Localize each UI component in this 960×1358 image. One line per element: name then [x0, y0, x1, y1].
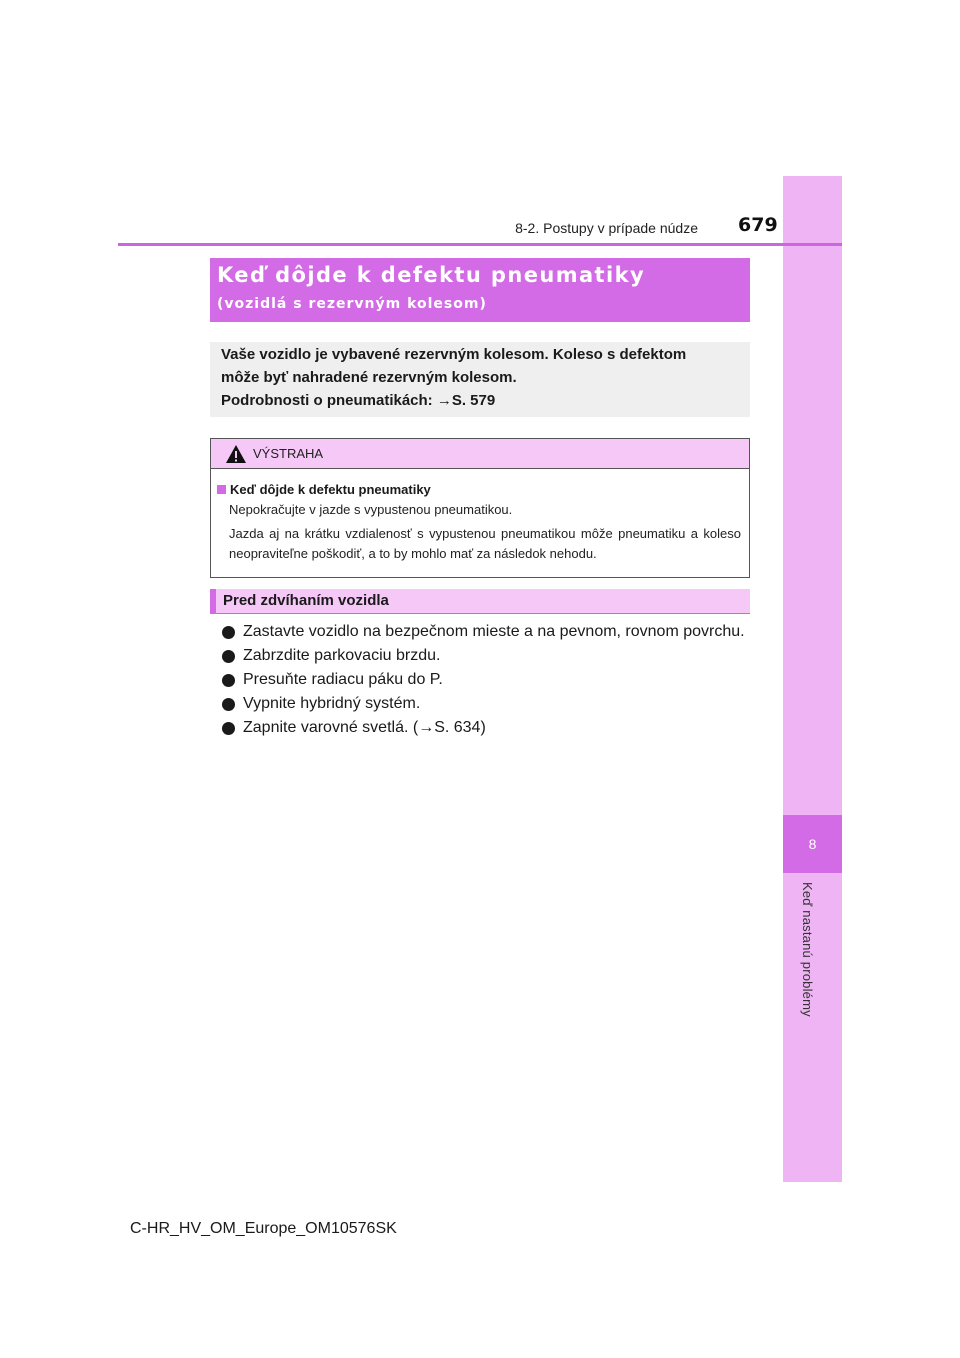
- intro-box: [210, 342, 750, 417]
- warning-label: VÝSTRAHA: [253, 446, 324, 461]
- bullet-icon: [222, 698, 235, 711]
- list-item: Zabrzdite parkovaciu brzdu.: [222, 644, 750, 668]
- steps-list: [222, 620, 750, 740]
- warning-triangle-icon: [225, 444, 247, 464]
- warning-item-title-text: Keď dôjde k defektu pneumatiky: [230, 482, 431, 497]
- header-rule: [118, 243, 842, 246]
- list-item: Vypnite hybridný systém.: [222, 692, 750, 716]
- page-title: Keď dôjde k defektu pneumatiky: [217, 263, 646, 287]
- title-banner: [210, 258, 750, 322]
- bullet-icon: [222, 650, 235, 663]
- warning-paragraph: Jazda aj na krátku vzdialenosť s vypustenou pneumatikou môže pneumatiku a koleso neopraviteľne poškodiť, a to by mohlo mať za následok nehodu.: [229, 526, 741, 561]
- list-item: Zapnite varovné svetlá. (→S. 634): [222, 716, 750, 740]
- subheading-bar: [210, 589, 750, 614]
- subheading-accent: [210, 589, 216, 614]
- bullet-icon: [222, 722, 235, 735]
- intro-line-1: Vaše vozidlo je vybavené rezervným kolesom. Koleso s defektom: [221, 346, 687, 363]
- chapter-label: Keď nastanú problémy: [800, 882, 815, 1017]
- page-number: 679: [738, 214, 778, 236]
- document-code: C-HR_HV_OM_Europe_OM10576SK: [130, 1220, 397, 1237]
- chapter-side-tab: [783, 176, 842, 1182]
- bullet-icon: [222, 626, 235, 639]
- page-subtitle: (vozidlá s rezervným kolesom): [217, 296, 487, 312]
- list-item: Presuňte radiacu páku do P.: [222, 668, 750, 692]
- chapter-number: 8: [808, 836, 817, 852]
- bullet-icon: [222, 674, 235, 687]
- chapter-number-box: [783, 815, 842, 873]
- square-bullet-icon: [217, 485, 226, 494]
- warning-header: [211, 439, 749, 469]
- warning-box: [210, 438, 750, 578]
- subheading-text: Pred zdvíhaním vozidla: [223, 592, 389, 609]
- intro-line-3: Podrobnosti o pneumatikách: →S. 579: [221, 392, 496, 409]
- warning-item-title: [217, 482, 431, 497]
- section-title: 8-2. Postupy v prípade núdze: [515, 220, 698, 236]
- warning-line: Nepokračujte v jazde s vypustenou pneumatikou.: [229, 502, 513, 517]
- intro-line-2: môže byť nahradené rezervným kolesom.: [221, 369, 517, 386]
- list-item: Zastavte vozidlo na bezpečnom mieste a na pevnom, rovnom povrchu.: [222, 620, 750, 644]
